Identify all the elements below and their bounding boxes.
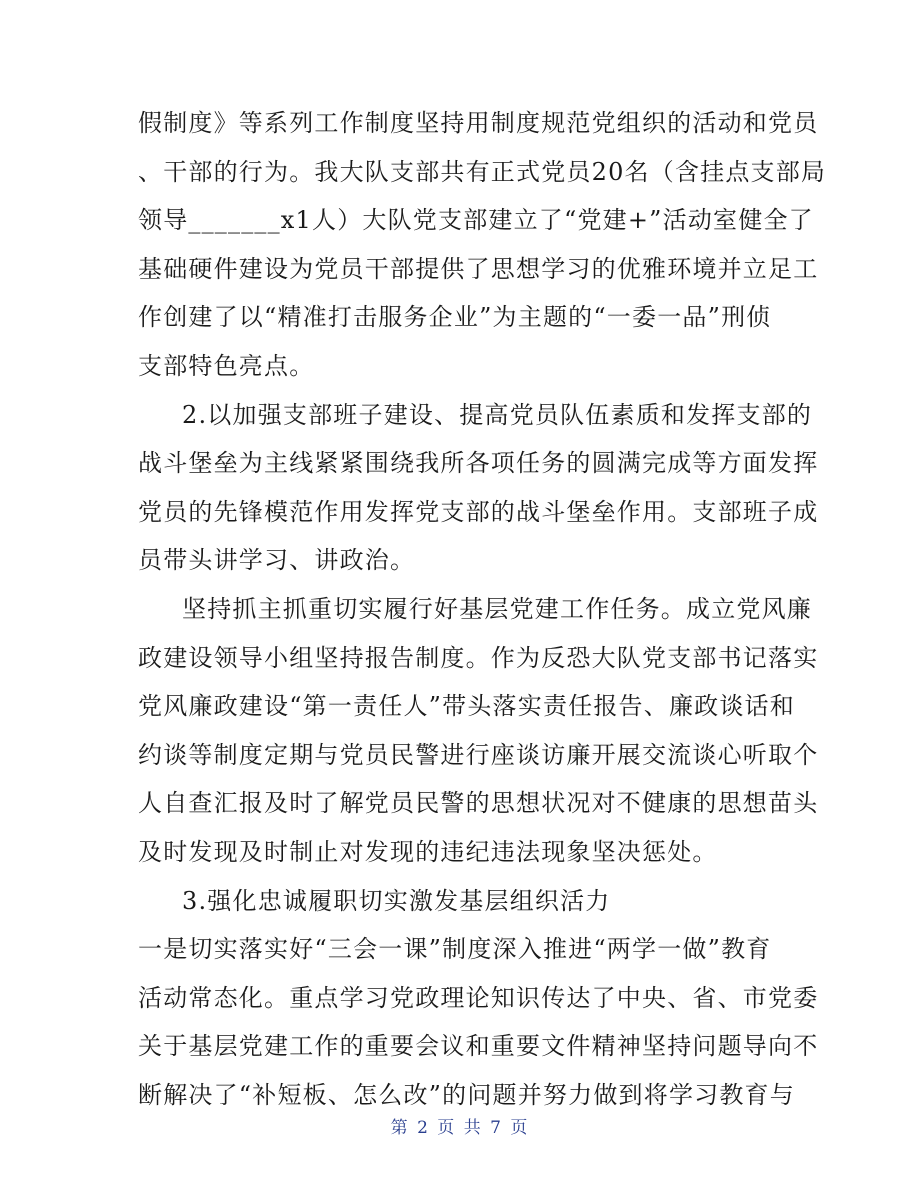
text-line: 2.以加强支部班子建设、提高党员队伍素质和发挥支部的 [182, 400, 813, 429]
text-line: 约谈等制度定期与党员民警进行座谈访廉开展交流谈心听取个 [138, 740, 819, 769]
text-line: 人自查汇报及时了解党员民警的思想状况对不健康的思想苗头 [138, 789, 819, 818]
text-line: 关于基层党建工作的重要会议和重要文件精神坚持问题导向不 [138, 1032, 819, 1061]
text-line: 坚持抓主抓重切实履行好基层党建工作任务。成立党风廉 [182, 594, 812, 623]
text-line: 、干部的行为。我大队支部共有正式党员20名（含挂点支部局 [138, 157, 827, 186]
page-number-footer: 第 2 页 共 7 页 [390, 1118, 530, 1138]
text-line: 党员的先锋模范作用发挥党支部的战斗堡垒作用。支部班子成 [138, 497, 819, 526]
text-line: 基础硬件建设为党员干部提供了思想学习的优雅环境并立足工 [138, 254, 819, 283]
text-line: 作创建了以“精准打击服务企业”为主题的“一委一品”刑侦 [138, 303, 772, 332]
text-line: 党风廉政建设“第一责任人”带头落实责任报告、廉政谈话和 [138, 692, 795, 721]
text-line: 一是切实落实好“三会一课”制度深入推进“两学一做”教育 [138, 935, 772, 964]
text-line: 战斗堡垒为主线紧紧围绕我所各项任务的圆满完成等方面发挥 [138, 449, 819, 478]
text-line: 活动常态化。重点学习党政理论知识传达了中央、省、市党委 [138, 983, 819, 1012]
text-line: 员带头讲学习、讲政治。 [138, 546, 416, 575]
text-line: 支部特色亮点。 [138, 351, 315, 380]
text-line: 断解决了“补短板、怎么改”的问题并努力做到将学习教育与 [138, 1080, 795, 1109]
text-line: 领导_______x1人）大队党支部建立了“党建+”活动室健全了 [138, 206, 814, 235]
text-line: 政建设领导小组坚持报告制度。作为反恐大队党支部书记落实 [138, 643, 819, 672]
document-body [138, 99, 827, 1119]
text-line: 假制度》等系列工作制度坚持用制度规范党组织的活动和党员 [138, 109, 819, 137]
text-line: 及时发现及时制止对发现的违纪违法现象坚决惩处。 [138, 837, 718, 866]
section-heading: 3.强化忠诚履职切实激发基层组织活力 [182, 886, 611, 915]
